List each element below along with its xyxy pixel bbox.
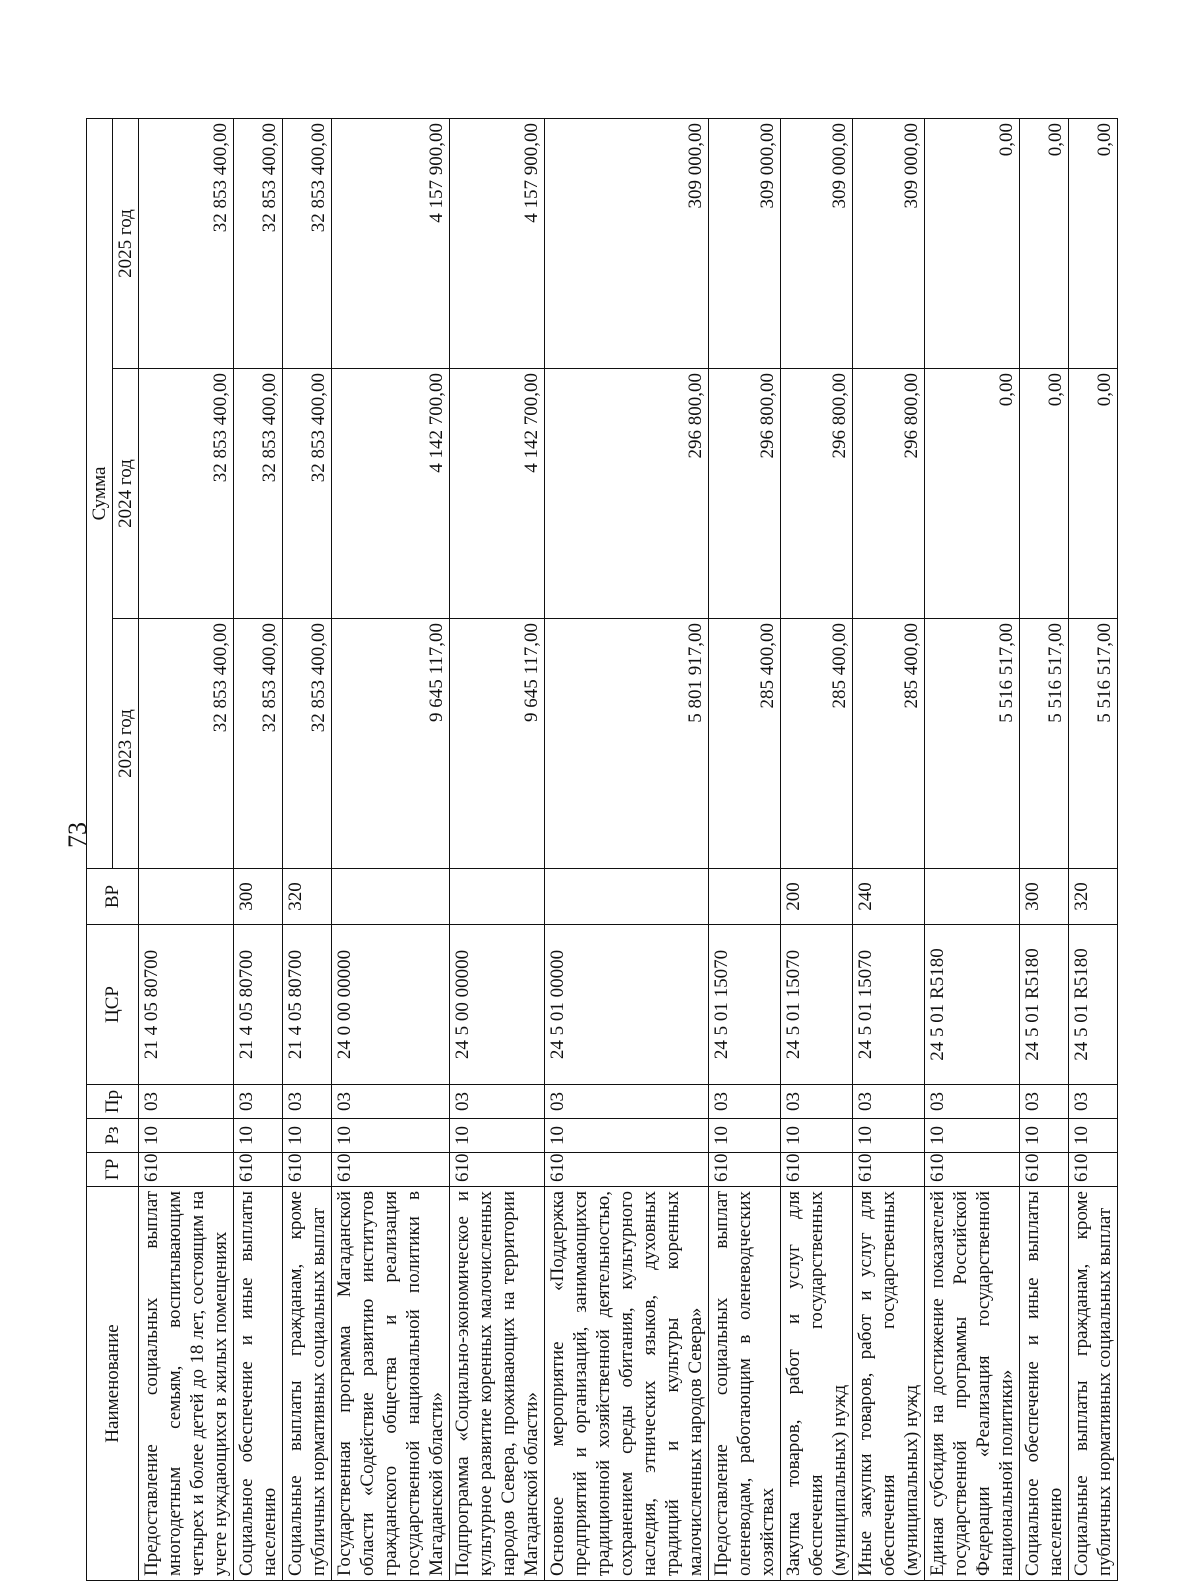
- cell-rz: 10: [1069, 1119, 1118, 1153]
- cell-name: Социальные выплаты гражданам, кроме публичных нормативных социальных выплат: [283, 1187, 332, 1581]
- cell-vr: 240: [853, 869, 925, 925]
- cell-rz: 10: [545, 1119, 709, 1153]
- cell-name: Подпрограмма «Социально-экономическое и культурное развитие коренных малочисленных народов Севера, проживающих на территории Магаданской области»: [450, 1187, 545, 1581]
- table-row: [781, 119, 853, 1581]
- cell-name: Иные закупки товаров, работ и услуг для обеспечения государственных (муниципальных) нужд: [853, 1187, 925, 1581]
- cell-rz: 10: [925, 1119, 1020, 1153]
- cell-2025: 32 853 400,00: [283, 119, 332, 369]
- cell-rz: 10: [1020, 1119, 1069, 1153]
- cell-2025: 0,00: [925, 119, 1020, 369]
- table-row: [1020, 119, 1069, 1581]
- cell-2023: 285 400,00: [781, 619, 853, 869]
- cell-csr: 24 5 00 00000: [450, 925, 545, 1085]
- cell-2025: 32 853 400,00: [234, 119, 283, 369]
- cell-csr: 24 5 01 15070: [781, 925, 853, 1085]
- cell-2024: 0,00: [1069, 369, 1118, 619]
- cell-2024: 0,00: [925, 369, 1020, 619]
- header-2023: 2023 год: [113, 619, 139, 869]
- header-2025: 2025 год: [113, 119, 139, 369]
- cell-2025: 309 000,00: [853, 119, 925, 369]
- cell-pr: 03: [1069, 1085, 1118, 1119]
- cell-rz: 10: [332, 1119, 450, 1153]
- cell-2023: 285 400,00: [853, 619, 925, 869]
- cell-gr: 610: [332, 1153, 450, 1187]
- cell-gr: 610: [1069, 1153, 1118, 1187]
- cell-gr: 610: [1020, 1153, 1069, 1187]
- table-body: [139, 119, 1118, 1581]
- cell-csr: 21 4 05 80700: [139, 925, 234, 1085]
- cell-pr: 03: [1020, 1085, 1069, 1119]
- cell-csr: 24 5 01 00000: [545, 925, 709, 1085]
- rotated-table-container: [86, 119, 1118, 1581]
- page-number: 73: [63, 822, 92, 848]
- table-row: [1069, 119, 1118, 1581]
- cell-rz: 10: [450, 1119, 545, 1153]
- table-row: [925, 119, 1020, 1581]
- cell-rz: 10: [781, 1119, 853, 1153]
- cell-rz: 10: [139, 1119, 234, 1153]
- cell-name: Государственная программа Магаданской области «Содействие развитию институтов гражданского общества и реализация государственной национальной политики в Магаданской области»: [332, 1187, 450, 1581]
- cell-gr: 610: [925, 1153, 1020, 1187]
- cell-2025: 4 157 900,00: [332, 119, 450, 369]
- cell-2024: 32 853 400,00: [139, 369, 234, 619]
- cell-2023: 9 645 117,00: [332, 619, 450, 869]
- cell-csr: 24 5 01 R5180: [1069, 925, 1118, 1085]
- cell-vr: [709, 869, 781, 925]
- cell-pr: 03: [853, 1085, 925, 1119]
- cell-name: Единая субсидия на достижение показателей государственной программы Российской Федерации «Реализация государственной национальной политики»: [925, 1187, 1020, 1581]
- cell-2024: 32 853 400,00: [283, 369, 332, 619]
- cell-name: Социальное обеспечение и иные выплаты населению: [234, 1187, 283, 1581]
- cell-pr: 03: [283, 1085, 332, 1119]
- cell-2024: 4 142 700,00: [450, 369, 545, 619]
- cell-gr: 610: [283, 1153, 332, 1187]
- cell-2023: 5 801 917,00: [545, 619, 709, 869]
- cell-csr: 24 0 00 00000: [332, 925, 450, 1085]
- cell-pr: 03: [450, 1085, 545, 1119]
- header-csr: ЦСР: [87, 925, 139, 1085]
- table-row: [234, 119, 283, 1581]
- header-row-1: [87, 119, 113, 1581]
- cell-gr: 610: [234, 1153, 283, 1187]
- cell-pr: 03: [234, 1085, 283, 1119]
- cell-csr: 24 5 01 R5180: [925, 925, 1020, 1085]
- cell-2024: 0,00: [1020, 369, 1069, 619]
- cell-2023: 5 516 517,00: [925, 619, 1020, 869]
- cell-name: Социальное обеспечение и иные выплаты населению: [1020, 1187, 1069, 1581]
- cell-2023: 32 853 400,00: [283, 619, 332, 869]
- cell-gr: 610: [139, 1153, 234, 1187]
- header-sum: Сумма: [87, 119, 113, 869]
- cell-vr: [139, 869, 234, 925]
- cell-vr: 320: [1069, 869, 1118, 925]
- cell-2025: 309 000,00: [781, 119, 853, 369]
- cell-2023: 5 516 517,00: [1069, 619, 1118, 869]
- cell-csr: 24 5 01 15070: [709, 925, 781, 1085]
- cell-2023: 5 516 517,00: [1020, 619, 1069, 869]
- cell-csr: 21 4 05 80700: [283, 925, 332, 1085]
- cell-vr: [545, 869, 709, 925]
- table-row: [853, 119, 925, 1581]
- header-vr: ВР: [87, 869, 139, 925]
- cell-vr: [332, 869, 450, 925]
- header-rz: Рз: [87, 1119, 139, 1153]
- header-pr: Пр: [87, 1085, 139, 1119]
- cell-2023: 285 400,00: [709, 619, 781, 869]
- table-row: [332, 119, 450, 1581]
- cell-2023: 9 645 117,00: [450, 619, 545, 869]
- header-name: Наименование: [87, 1187, 139, 1581]
- cell-csr: 24 5 01 R5180: [1020, 925, 1069, 1085]
- header-gr: ГР: [87, 1153, 139, 1187]
- table-row: [709, 119, 781, 1581]
- cell-2024: 32 853 400,00: [234, 369, 283, 619]
- cell-gr: 610: [853, 1153, 925, 1187]
- cell-name: Основное мероприятие «Поддержка предприятий и организаций, занимающихся традиционной хозяйственной деятельностью, сохранением среды обитания, культурного наследия, этнических языков, духовных традиций и культуры коренных малочисленных народов Севера»: [545, 1187, 709, 1581]
- cell-csr: 21 4 05 80700: [234, 925, 283, 1085]
- cell-vr: 300: [234, 869, 283, 925]
- cell-name: Предоставление социальных выплат многодетным семьям, воспитывающим четырех и более детей до 18 лет, состоящим на учете нуждающихся в жилых помещениях: [139, 1187, 234, 1581]
- cell-name: Закупка товаров, работ и услуг для обеспечения государственных (муниципальных) нужд: [781, 1187, 853, 1581]
- cell-rz: 10: [853, 1119, 925, 1153]
- cell-pr: 03: [709, 1085, 781, 1119]
- cell-vr: 320: [283, 869, 332, 925]
- cell-2024: 296 800,00: [545, 369, 709, 619]
- cell-2025: 32 853 400,00: [139, 119, 234, 369]
- cell-2025: 0,00: [1069, 119, 1118, 369]
- header-2024: 2024 год: [113, 369, 139, 619]
- cell-gr: 610: [709, 1153, 781, 1187]
- cell-vr: [925, 869, 1020, 925]
- cell-rz: 10: [283, 1119, 332, 1153]
- cell-gr: 610: [450, 1153, 545, 1187]
- cell-2025: 4 157 900,00: [450, 119, 545, 369]
- cell-vr: [450, 869, 545, 925]
- cell-2023: 32 853 400,00: [139, 619, 234, 869]
- table-row: [545, 119, 709, 1581]
- cell-vr: 200: [781, 869, 853, 925]
- budget-table: [86, 118, 1118, 1581]
- cell-pr: 03: [781, 1085, 853, 1119]
- cell-csr: 24 5 01 15070: [853, 925, 925, 1085]
- cell-name: Предоставление социальных выплат оленеводам, работающим в оленеводческих хозяйствах: [709, 1187, 781, 1581]
- cell-2025: 309 000,00: [709, 119, 781, 369]
- cell-pr: 03: [139, 1085, 234, 1119]
- table-row: [450, 119, 545, 1581]
- table-row: [139, 119, 234, 1581]
- cell-rz: 10: [709, 1119, 781, 1153]
- cell-pr: 03: [545, 1085, 709, 1119]
- cell-vr: 300: [1020, 869, 1069, 925]
- cell-gr: 610: [781, 1153, 853, 1187]
- cell-2023: 32 853 400,00: [234, 619, 283, 869]
- table-row: [283, 119, 332, 1581]
- cell-rz: 10: [234, 1119, 283, 1153]
- cell-2024: 296 800,00: [853, 369, 925, 619]
- cell-2024: 296 800,00: [709, 369, 781, 619]
- cell-2024: 296 800,00: [781, 369, 853, 619]
- cell-2024: 4 142 700,00: [332, 369, 450, 619]
- cell-2025: 0,00: [1020, 119, 1069, 369]
- cell-pr: 03: [332, 1085, 450, 1119]
- cell-pr: 03: [925, 1085, 1020, 1119]
- cell-2025: 309 000,00: [545, 119, 709, 369]
- cell-name: Социальные выплаты гражданам, кроме публичных нормативных социальных выплат: [1069, 1187, 1118, 1581]
- cell-gr: 610: [545, 1153, 709, 1187]
